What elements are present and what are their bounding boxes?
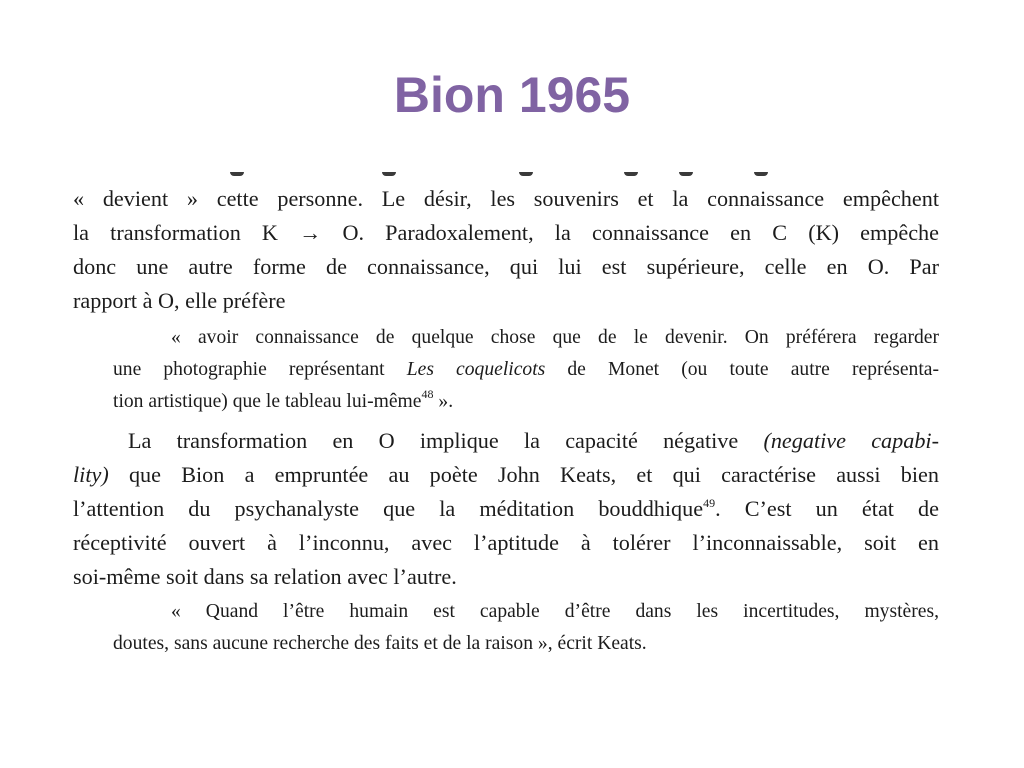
paragraph-2-line: lity) que Bion a empruntée au poète John Keats, et qui caractérise aussi bien [73, 462, 939, 487]
artwork-title: Les coquelicots [406, 359, 546, 380]
paragraph-2-line: réceptivité ouvert à l’inconnu, avec l’aptitude à tolérer l’inconnaissable, soit en [73, 530, 939, 555]
block-quote-1-line: « avoir connaissance de quelque chose que de le devenir. On préférera regarder [171, 327, 939, 348]
block-quote-2-line: doutes, sans aucune recherche des faits et de la raison », écrit Keats. [113, 633, 647, 654]
block-quote-1-line: une photographie représentant Les coquelicots de Monet (ou toute autre représenta- [113, 359, 940, 380]
paragraph-1-line: la transformation K → O. Paradoxalement, la connaissance en C (K) empêche [73, 220, 939, 245]
footnote-ref-48: 48 [421, 387, 434, 401]
scanned-text-excerpt [64, 172, 948, 668]
paragraph-1-line: « devient » cette personne. Le désir, les souvenirs et la connaissance empêchent [73, 186, 939, 211]
block-quote-1-line: tion artistique) que le tableau lui-même$^{48}$ ». [113, 387, 454, 412]
cropped-previous-line [64, 172, 948, 178]
paragraph-1 [73, 182, 939, 318]
block-quote-2-line: « Quand l’être humain est capable d’être dans les incertitudes, mystères, [171, 601, 939, 622]
block-quote-1 [113, 322, 939, 418]
paragraph-1-line: rapport à O, elle préfère [73, 288, 286, 313]
paragraph-2-line: La transformation en O implique la capacité négative (negative capabi- [128, 428, 939, 453]
paragraph-1-line: donc une autre forme de connaissance, qui lui est supérieure, celle en O. Par [73, 254, 939, 279]
paragraph-2-line: soi-même soit dans sa relation avec l’autre. [73, 564, 457, 589]
footnote-ref-49: 49 [703, 496, 716, 510]
slide-title: Bion 1965 [393, 67, 631, 123]
block-quote-2 [113, 596, 939, 660]
paragraph-2 [73, 424, 939, 594]
paragraph-2-line: l’attention du psychanalyste que la méditation bouddhique$^{49}$. C’est un état de [73, 496, 939, 521]
